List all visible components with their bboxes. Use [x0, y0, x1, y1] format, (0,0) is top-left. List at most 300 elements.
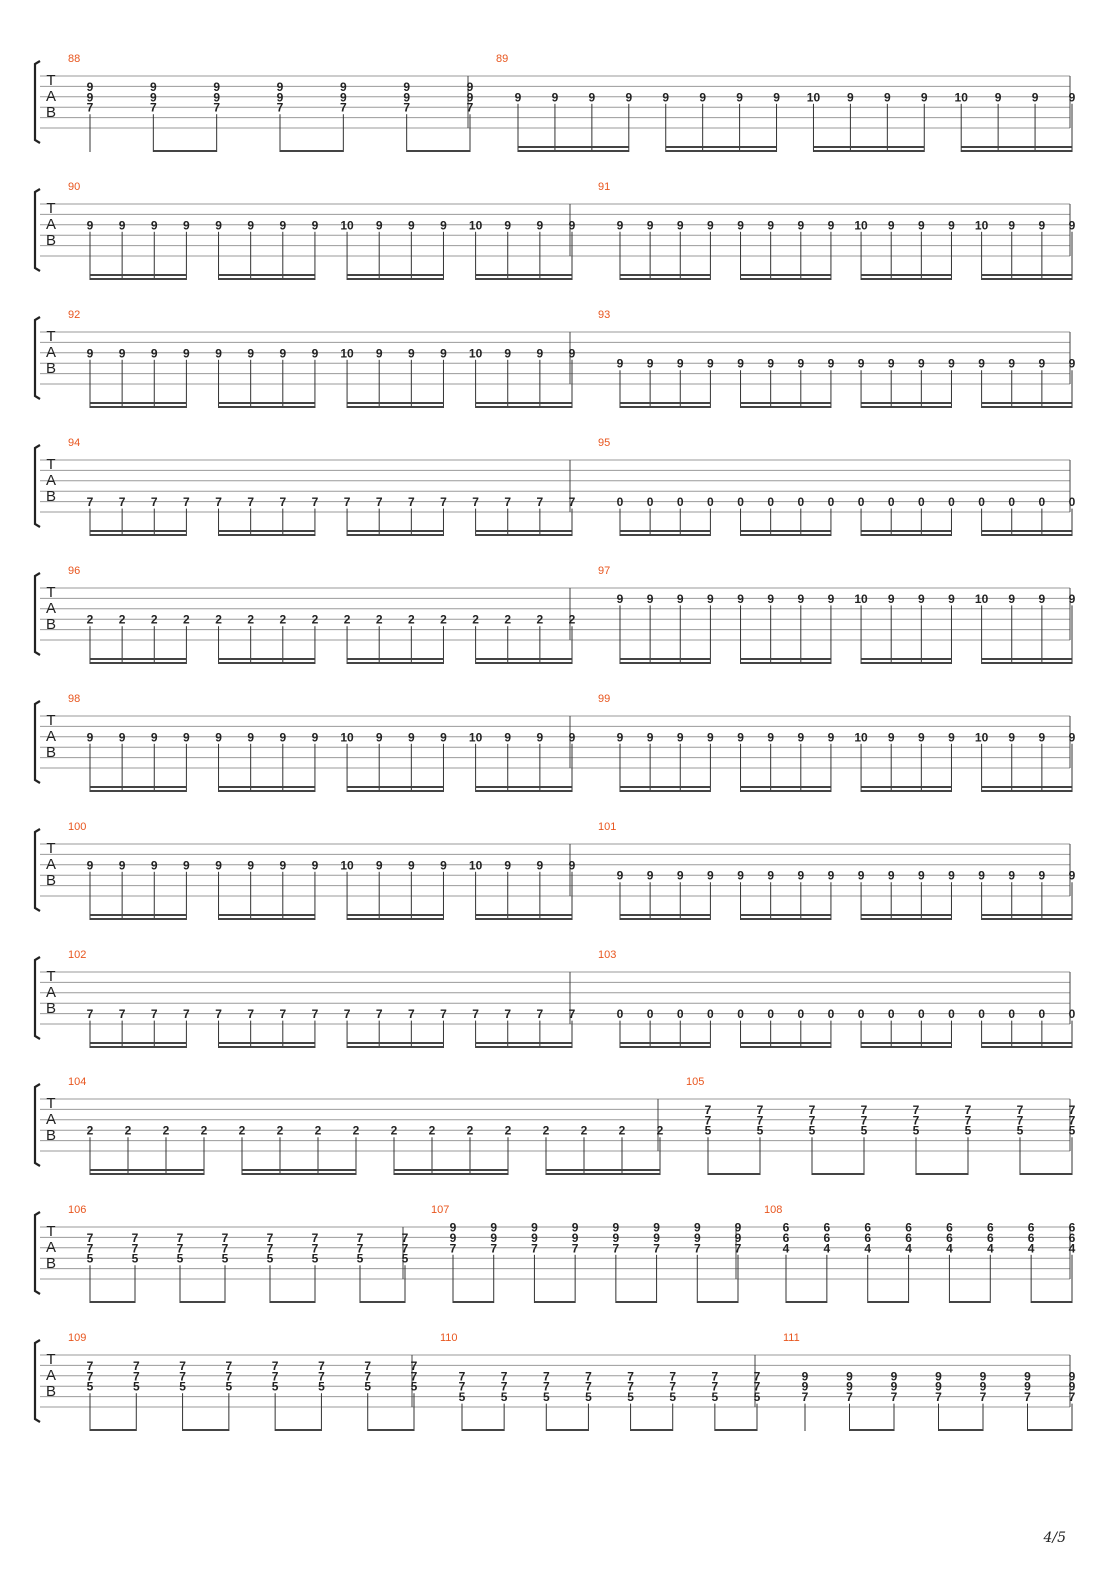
measure-number: 108 — [764, 1204, 783, 1216]
fret-number: 9 — [311, 218, 319, 233]
fret-number: 9 — [890, 1369, 898, 1384]
page-number: 4/5 — [1043, 1530, 1066, 1546]
tab-clef-letter: T — [46, 200, 56, 217]
fret-number: 5 — [500, 1390, 508, 1405]
fret-number: 5 — [1016, 1123, 1024, 1138]
fret-number: 9 — [616, 730, 624, 745]
fret-number: 9 — [183, 346, 190, 361]
fret-number: 2 — [440, 612, 447, 627]
fret-number: 9 — [948, 591, 955, 606]
fret-number: 2 — [542, 1123, 550, 1138]
fret-number: 7 — [440, 495, 447, 510]
fret-number: 9 — [1038, 591, 1046, 606]
fret-number: 10 — [974, 730, 989, 745]
measure — [496, 53, 1076, 152]
fret-number: 5 — [266, 1251, 274, 1266]
fret-number: 7 — [225, 1358, 233, 1373]
fret-number: 6 — [823, 1230, 831, 1245]
fret-number: 9 — [887, 218, 895, 233]
fret-number: 9 — [917, 218, 925, 233]
fret-number: 7 — [403, 100, 411, 115]
fret-number: 7 — [693, 1241, 701, 1256]
fret-number: 7 — [1068, 1390, 1076, 1405]
fret-number: 7 — [150, 1007, 158, 1022]
fret-number: 0 — [646, 1007, 654, 1022]
tab-clef-letter: B — [45, 1255, 57, 1272]
measure — [783, 1332, 1076, 1431]
fret-number: 7 — [449, 1241, 457, 1256]
fret-number: 7 — [964, 1113, 972, 1128]
fret-number: 9 — [767, 868, 775, 883]
fret-number: 2 — [86, 612, 94, 627]
fret-number: 9 — [86, 730, 94, 745]
fret-number: 2 — [238, 1123, 246, 1138]
fret-number: 9 — [568, 730, 576, 745]
fret-number: 2 — [407, 612, 415, 627]
fret-number: 7 — [704, 1102, 712, 1117]
fret-number: 9 — [118, 858, 126, 873]
tab-clef-letter: B — [45, 232, 57, 249]
fret-number: 5 — [627, 1390, 634, 1405]
fret-number: 7 — [356, 1230, 364, 1245]
tab-clef-letter: A — [45, 88, 57, 105]
fret-number: 9 — [150, 346, 158, 361]
fret-number: 6 — [1068, 1220, 1076, 1235]
fret-number: 0 — [917, 1007, 925, 1022]
fret-number: 9 — [279, 730, 287, 745]
fret-number: 7 — [808, 1113, 816, 1128]
fret-number: 7 — [401, 1241, 409, 1256]
fret-number: 7 — [627, 1369, 634, 1384]
fret-number: 5 — [704, 1123, 712, 1138]
fret-number: 10 — [854, 218, 868, 233]
fret-number: 9 — [887, 868, 895, 883]
fret-number: 7 — [979, 1390, 987, 1405]
fret-number: 2 — [580, 1123, 588, 1138]
fret-number: 9 — [1068, 730, 1076, 745]
fret-number: 2 — [276, 1123, 284, 1138]
fret-number: 7 — [86, 1230, 94, 1245]
fret-number: 9 — [183, 730, 190, 745]
fret-number: 9 — [407, 346, 415, 361]
fret-number: 7 — [364, 1358, 372, 1373]
fret-number: 5 — [364, 1379, 372, 1394]
fret-number: 9 — [247, 346, 255, 361]
system-bracket — [35, 445, 40, 527]
fret-number: 7 — [179, 1358, 186, 1373]
fret-number: 4 — [823, 1241, 831, 1256]
measure-number: 102 — [68, 949, 87, 961]
fret-number: 7 — [311, 1241, 319, 1256]
fret-number: 7 — [504, 495, 512, 510]
fret-number: 0 — [1068, 1007, 1076, 1022]
tab-system — [35, 53, 1076, 152]
fret-number: 7 — [276, 100, 284, 115]
fret-number: 6 — [905, 1230, 912, 1245]
fret-number: 9 — [920, 90, 928, 105]
fret-number: 7 — [458, 1379, 466, 1394]
fret-number: 7 — [536, 1007, 544, 1022]
measure — [598, 565, 1076, 664]
fret-number: 9 — [1068, 1379, 1076, 1394]
fret-number: 0 — [827, 495, 835, 510]
measure — [68, 437, 576, 536]
fret-number: 9 — [311, 730, 319, 745]
measure — [68, 565, 576, 664]
fret-number: 9 — [616, 591, 624, 606]
fret-number: 9 — [339, 90, 347, 105]
tab-clef-letter: A — [45, 344, 57, 361]
fret-number: 10 — [954, 90, 968, 105]
fret-number: 9 — [737, 868, 744, 883]
fret-number: 9 — [646, 868, 654, 883]
fret-number: 9 — [213, 79, 221, 94]
fret-number: 9 — [797, 591, 805, 606]
fret-number: 9 — [948, 218, 955, 233]
fret-number: 7 — [490, 1241, 498, 1256]
fret-number: 9 — [676, 218, 684, 233]
system-bracket — [35, 1084, 40, 1166]
fret-number: 9 — [612, 1230, 620, 1245]
fret-number: 10 — [340, 218, 354, 233]
fret-number: 9 — [625, 90, 633, 105]
fret-number: 7 — [542, 1379, 550, 1394]
fret-number: 9 — [887, 730, 895, 745]
fret-number: 9 — [440, 218, 447, 233]
fret-number: 9 — [568, 858, 576, 873]
fret-number: 7 — [407, 1007, 415, 1022]
fret-number: 9 — [646, 218, 654, 233]
fret-number: 0 — [1008, 1007, 1016, 1022]
fret-number: 2 — [472, 612, 479, 627]
fret-number: 9 — [1008, 356, 1016, 371]
fret-number: 0 — [737, 1007, 744, 1022]
fret-number: 2 — [466, 1123, 474, 1138]
fret-number: 9 — [737, 356, 744, 371]
fret-number: 6 — [782, 1230, 790, 1245]
fret-number: 7 — [846, 1390, 853, 1405]
fret-number: 7 — [466, 100, 474, 115]
fret-number: 7 — [318, 1369, 325, 1384]
fret-number: 2 — [618, 1123, 626, 1138]
system-bracket — [35, 701, 40, 783]
fret-number: 7 — [585, 1379, 592, 1394]
fret-number: 9 — [707, 218, 714, 233]
fret-number: 7 — [176, 1230, 184, 1245]
fret-number: 7 — [653, 1241, 660, 1256]
fret-number: 9 — [616, 356, 624, 371]
measure-number: 88 — [68, 53, 81, 65]
tab-clef-letter: T — [46, 1095, 56, 1112]
fret-number: 7 — [571, 1241, 579, 1256]
fret-number: 9 — [978, 356, 985, 371]
fret-number: 4 — [1027, 1241, 1035, 1256]
fret-number: 0 — [616, 1007, 624, 1022]
fret-number: 9 — [490, 1230, 498, 1245]
fret-number: 9 — [449, 1220, 457, 1235]
fret-number: 9 — [1038, 868, 1046, 883]
fret-number: 9 — [847, 90, 854, 105]
fret-number: 9 — [917, 356, 925, 371]
fret-number: 0 — [887, 495, 895, 510]
fret-number: 5 — [1068, 1123, 1076, 1138]
fret-number: 7 — [808, 1102, 816, 1117]
fret-number: 9 — [339, 79, 347, 94]
measure-number: 106 — [68, 1204, 87, 1216]
fret-number: 2 — [279, 612, 287, 627]
fret-number: 9 — [935, 1379, 942, 1394]
fret-number: 7 — [890, 1390, 898, 1405]
fret-number: 9 — [375, 218, 383, 233]
fret-number: 2 — [343, 612, 351, 627]
fret-number: 9 — [846, 1369, 853, 1384]
fret-number: 9 — [767, 356, 775, 371]
tab-clef-letter: A — [45, 1367, 57, 1384]
fret-number: 6 — [905, 1220, 912, 1235]
fret-number: 9 — [857, 356, 865, 371]
fret-number: 0 — [827, 1007, 835, 1022]
tab-clef-letter: A — [45, 216, 57, 233]
fret-number: 9 — [440, 730, 447, 745]
fret-number: 7 — [86, 1241, 94, 1256]
fret-number: 0 — [978, 1007, 985, 1022]
fret-number: 7 — [536, 495, 544, 510]
fret-number: 7 — [86, 1007, 94, 1022]
tab-system — [35, 949, 1076, 1048]
fret-number: 5 — [86, 1379, 94, 1394]
fret-number: 2 — [352, 1123, 360, 1138]
fret-number: 6 — [946, 1220, 953, 1235]
tab-clef-letter: T — [46, 584, 56, 601]
fret-number: 7 — [753, 1369, 761, 1384]
fret-number: 9 — [846, 1379, 853, 1394]
fret-number: 9 — [827, 868, 835, 883]
fret-number: 2 — [150, 612, 158, 627]
fret-number: 9 — [183, 218, 190, 233]
fret-number: 9 — [1008, 591, 1016, 606]
measure-number: 101 — [598, 821, 617, 833]
fret-number: 9 — [887, 591, 895, 606]
fret-number: 9 — [767, 730, 775, 745]
fret-number: 0 — [676, 1007, 684, 1022]
fret-number: 9 — [707, 868, 714, 883]
fret-number: 5 — [808, 1123, 816, 1138]
fret-number: 6 — [986, 1230, 994, 1245]
fret-number: 9 — [1008, 868, 1016, 883]
fret-number: 9 — [883, 90, 891, 105]
fret-number: 9 — [653, 1220, 660, 1235]
fret-number: 9 — [514, 90, 522, 105]
fret-number: 7 — [531, 1241, 538, 1256]
fret-number: 9 — [279, 858, 287, 873]
fret-number: 9 — [551, 90, 559, 105]
fret-number: 7 — [585, 1369, 592, 1384]
fret-number: 7 — [1068, 1102, 1076, 1117]
measure — [68, 1076, 664, 1175]
fret-number: 9 — [504, 730, 512, 745]
fret-number: 9 — [118, 218, 126, 233]
fret-number: 2 — [375, 612, 383, 627]
fret-number: 9 — [504, 218, 512, 233]
tab-clef-letter: T — [46, 328, 56, 345]
fret-number: 7 — [247, 1007, 255, 1022]
measure-number: 110 — [440, 1332, 458, 1344]
fret-number: 2 — [656, 1123, 664, 1138]
tab-system — [35, 181, 1076, 280]
fret-number: 0 — [948, 1007, 955, 1022]
tab-system — [35, 693, 1076, 792]
fret-number: 7 — [504, 1007, 512, 1022]
fret-number: 0 — [707, 495, 714, 510]
fret-number: 5 — [753, 1390, 761, 1405]
measure — [440, 1332, 761, 1431]
fret-number: 2 — [568, 612, 576, 627]
fret-number: 9 — [1038, 730, 1046, 745]
fret-number: 9 — [707, 356, 714, 371]
fret-number: 4 — [1068, 1241, 1076, 1256]
fret-number: 5 — [669, 1390, 677, 1405]
fret-number: 7 — [669, 1369, 677, 1384]
fret-number: 0 — [676, 495, 684, 510]
fret-number: 7 — [912, 1102, 920, 1117]
fret-number: 5 — [401, 1251, 409, 1266]
fret-number: 5 — [912, 1123, 920, 1138]
system-bracket — [35, 829, 40, 911]
fret-number: 2 — [504, 612, 512, 627]
fret-number: 5 — [179, 1379, 186, 1394]
fret-number: 5 — [176, 1251, 184, 1266]
fret-number: 9 — [118, 346, 126, 361]
measure-number: 93 — [598, 309, 611, 321]
fret-number: 6 — [864, 1220, 872, 1235]
fret-number: 0 — [797, 1007, 805, 1022]
fret-number: 9 — [466, 79, 474, 94]
fret-number: 9 — [979, 1369, 987, 1384]
tab-clef-letter: B — [45, 1383, 57, 1400]
fret-number: 7 — [132, 1358, 140, 1373]
fret-number: 6 — [1068, 1230, 1076, 1245]
fret-number: 7 — [568, 1007, 576, 1022]
fret-number: 7 — [215, 1007, 222, 1022]
fret-number: 0 — [616, 495, 624, 510]
tab-clef-letter: T — [46, 968, 56, 985]
fret-number: 4 — [864, 1241, 872, 1256]
fret-number: 7 — [860, 1113, 868, 1128]
fret-number: 9 — [536, 858, 544, 873]
tab-clef-letter: A — [45, 856, 57, 873]
fret-number: 10 — [974, 218, 989, 233]
fret-number: 9 — [247, 730, 255, 745]
fret-number: 9 — [994, 90, 1002, 105]
measure-number: 97 — [598, 565, 611, 577]
fret-number: 0 — [737, 495, 744, 510]
tab-system — [35, 1204, 1076, 1303]
fret-number: 0 — [767, 1007, 775, 1022]
fret-number: 9 — [797, 356, 805, 371]
fret-number: 7 — [343, 495, 351, 510]
fret-number: 7 — [132, 1369, 140, 1384]
fret-number: 10 — [340, 346, 354, 361]
fret-number: 9 — [1068, 868, 1076, 883]
fret-number: 0 — [917, 495, 925, 510]
fret-number: 9 — [948, 730, 955, 745]
fret-number: 9 — [662, 90, 670, 105]
fret-number: 9 — [737, 218, 744, 233]
fret-number: 9 — [827, 730, 835, 745]
fret-number: 9 — [948, 356, 955, 371]
tab-clef-letter: B — [45, 488, 57, 505]
fret-number: 7 — [86, 1369, 94, 1384]
fret-number: 9 — [215, 730, 222, 745]
tab-clef-letter: T — [46, 72, 56, 89]
fret-number: 9 — [734, 1230, 742, 1245]
fret-number: 9 — [767, 591, 775, 606]
fret-number: 7 — [1068, 1113, 1076, 1128]
fret-number: 9 — [612, 1220, 620, 1235]
fret-number: 7 — [964, 1102, 972, 1117]
fret-number: 9 — [86, 90, 94, 105]
fret-number: 6 — [782, 1220, 790, 1235]
fret-number: 0 — [707, 1007, 714, 1022]
fret-number: 9 — [568, 218, 576, 233]
fret-number: 9 — [616, 868, 624, 883]
tab-system — [35, 309, 1076, 408]
fret-number: 9 — [676, 591, 684, 606]
fret-number: 7 — [215, 495, 222, 510]
fret-number: 9 — [276, 79, 284, 94]
measure-number: 104 — [68, 1076, 87, 1088]
fret-number: 9 — [653, 1230, 660, 1245]
fret-number: 2 — [200, 1123, 208, 1138]
fret-number: 9 — [403, 79, 411, 94]
measure — [68, 181, 576, 280]
fret-number: 7 — [343, 1007, 351, 1022]
tab-clef-letter: B — [45, 872, 57, 889]
fret-number: 7 — [401, 1230, 409, 1245]
measure-number: 103 — [598, 949, 617, 961]
fret-number: 10 — [468, 730, 483, 745]
fret-number: 9 — [150, 858, 158, 873]
fret-number: 7 — [801, 1390, 809, 1405]
system-bracket — [35, 1212, 40, 1294]
fret-number: 5 — [311, 1251, 319, 1266]
fret-number: 9 — [917, 730, 925, 745]
fret-number: 7 — [131, 1230, 139, 1245]
fret-number: 9 — [767, 218, 775, 233]
fret-number: 5 — [131, 1251, 139, 1266]
fret-number: 9 — [1031, 90, 1039, 105]
fret-number: 9 — [536, 730, 544, 745]
fret-number: 9 — [979, 1379, 987, 1394]
fret-number: 9 — [1008, 730, 1016, 745]
measure — [68, 1204, 409, 1303]
fret-number: 7 — [753, 1379, 761, 1394]
fret-number: 7 — [1024, 1390, 1031, 1405]
fret-number: 9 — [440, 858, 447, 873]
fret-number: 9 — [734, 1220, 742, 1235]
measure-number: 111 — [783, 1332, 800, 1344]
tab-clef-letter: T — [46, 712, 56, 729]
fret-number: 9 — [215, 346, 222, 361]
fret-number: 2 — [162, 1123, 170, 1138]
fret-number: 7 — [1016, 1113, 1024, 1128]
fret-number: 4 — [946, 1241, 953, 1256]
fret-number: 7 — [247, 495, 255, 510]
fret-number: 7 — [612, 1241, 620, 1256]
fret-number: 9 — [407, 218, 415, 233]
fret-number: 7 — [131, 1241, 139, 1256]
system-bracket — [35, 61, 40, 143]
